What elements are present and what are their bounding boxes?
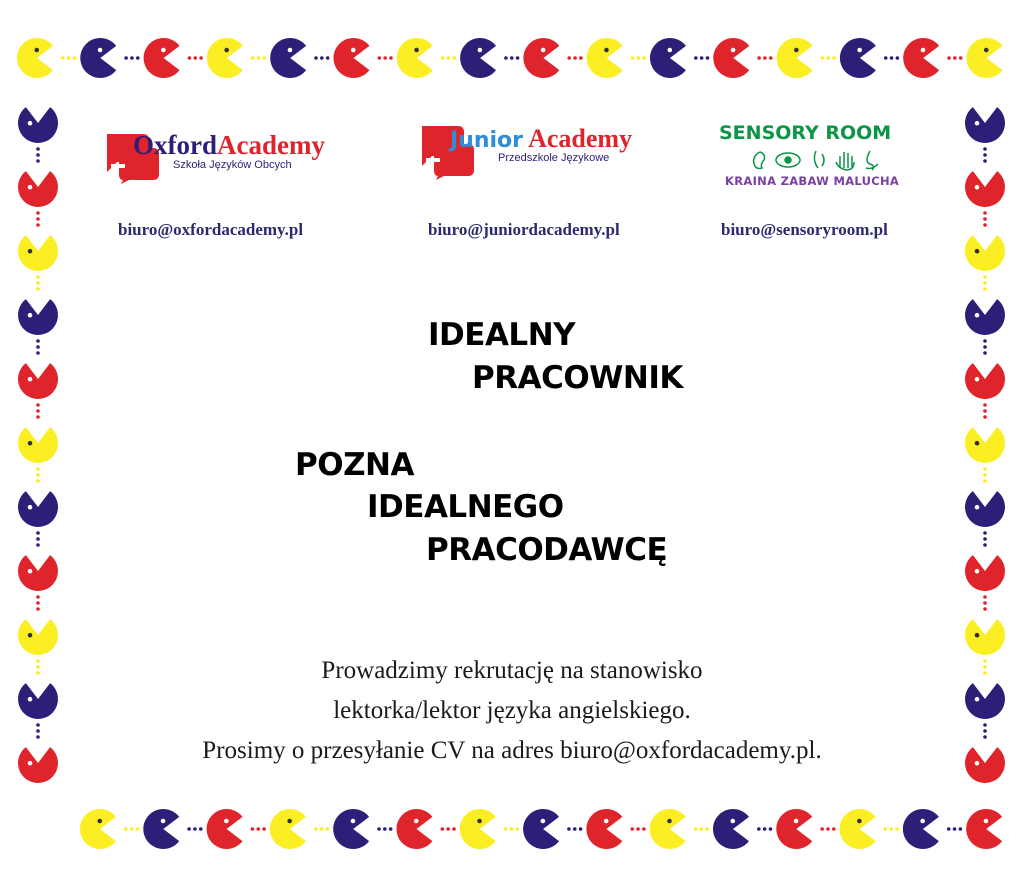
pacman-dot — [763, 827, 767, 831]
body-line-3: Prosimy o przesyłanie CV na adres biuro@oxfordacademy.pl. — [202, 737, 822, 764]
pacman-dot — [637, 56, 641, 60]
pacman-dot — [61, 56, 65, 60]
pacman-eye — [28, 569, 33, 574]
pacman-dot — [983, 211, 987, 215]
pacman-dot — [983, 537, 987, 541]
pacman-eye — [975, 569, 980, 574]
pacman-dot — [441, 56, 445, 60]
pacman-eye — [28, 377, 33, 382]
pacman-dot — [36, 537, 40, 541]
pacman-eye — [975, 505, 980, 510]
pacman-eye — [28, 505, 33, 510]
pacman-dot — [36, 467, 40, 471]
pacman-dot — [700, 827, 704, 831]
pacman-eye — [351, 48, 356, 53]
pacman-dot — [124, 827, 128, 831]
oxford-academy-logo — [103, 128, 353, 184]
pacman-dot — [895, 827, 899, 831]
pacman-dot — [36, 217, 40, 221]
senses-icons — [750, 148, 890, 172]
pacman-icon — [713, 38, 749, 78]
pacman-dot — [36, 287, 40, 291]
pacman-dot — [136, 56, 140, 60]
pacman-dot — [983, 339, 987, 343]
pacman-icon — [80, 809, 116, 849]
pacman-dot — [383, 827, 387, 831]
pacman-dot — [757, 827, 761, 831]
pacman-icon — [18, 619, 58, 655]
pacman-dot — [36, 409, 40, 413]
pacman-dot — [983, 345, 987, 349]
pacman-dot — [694, 827, 698, 831]
pacman-dot — [36, 729, 40, 733]
pacman-eye — [161, 819, 166, 824]
pacman-dot — [130, 56, 134, 60]
pacman-eye — [667, 819, 672, 824]
pacman-dot — [130, 827, 134, 831]
pacman-eye — [604, 819, 609, 824]
pacman-dot — [67, 56, 71, 60]
sensory-room-logo — [716, 120, 916, 190]
pacman-dot — [983, 473, 987, 477]
pacman-dot — [947, 56, 951, 60]
pacman-dot — [36, 473, 40, 477]
pacman-dot — [136, 827, 140, 831]
pacman-dot — [389, 56, 393, 60]
pacman-dot — [983, 409, 987, 413]
pacman-eye — [351, 819, 356, 824]
pacman-icon — [460, 38, 496, 78]
pacman-icon — [18, 363, 58, 399]
pacman-dot — [36, 153, 40, 157]
pacman-eye — [224, 819, 229, 824]
pacman-dot — [188, 56, 192, 60]
pacman-dot — [504, 56, 508, 60]
pacman-dot — [36, 601, 40, 605]
pacman-dot — [763, 56, 767, 60]
pacman-icon — [397, 38, 433, 78]
pacman-dot — [983, 147, 987, 151]
pacman-icon — [965, 171, 1005, 207]
pacman-eye — [857, 819, 862, 824]
pacman-dot — [820, 827, 824, 831]
pacman-dot — [36, 595, 40, 599]
oxford-subtitle: Szkoła Języków Obcych — [173, 159, 292, 171]
pacman-eye — [541, 48, 546, 53]
pacman-dot — [694, 56, 698, 60]
pacman-eye — [920, 819, 925, 824]
pacman-dot — [510, 827, 514, 831]
pacman-icon — [18, 107, 58, 143]
pacman-dot — [636, 827, 640, 831]
pacman-dot — [510, 56, 514, 60]
pacman-dot — [36, 223, 40, 227]
pacman-dot — [504, 827, 508, 831]
pacman-dot — [377, 827, 381, 831]
pacman-dot — [314, 56, 318, 60]
pacman-dot — [567, 827, 571, 831]
headline-pracownik: PRACOWNIK — [472, 360, 683, 396]
pacman-dot — [947, 827, 951, 831]
pacman-dot — [769, 56, 773, 60]
pacman-dot — [193, 827, 197, 831]
pacman-dot — [251, 827, 255, 831]
pacman-dot — [821, 56, 825, 60]
pacman-icon — [713, 809, 749, 849]
pacman-icon — [18, 555, 58, 591]
pacman-dot — [36, 543, 40, 547]
pacman-dot — [953, 56, 957, 60]
pacman-icon — [966, 38, 1002, 78]
pacman-eye — [667, 48, 672, 53]
pacman-eye — [921, 48, 926, 53]
pacman-dot — [983, 223, 987, 227]
pacman-dot — [573, 827, 577, 831]
oxford-word: Oxford — [133, 130, 217, 160]
pacman-icon — [903, 38, 939, 78]
pacman-eye — [975, 441, 980, 446]
pacman-dot — [199, 56, 203, 60]
pacman-icon — [965, 619, 1005, 655]
pacman-eye — [414, 819, 419, 824]
pacman-dot — [642, 827, 646, 831]
pacman-eye — [98, 48, 103, 53]
pacman-icon — [965, 491, 1005, 527]
pacman-icon — [650, 809, 686, 849]
pacman-dot — [447, 56, 451, 60]
pacman-icon — [207, 809, 243, 849]
pacman-dot — [326, 56, 330, 60]
pacman-dot — [446, 827, 450, 831]
pacman-eye — [28, 121, 33, 126]
pacman-eye — [28, 633, 33, 638]
pacman-dot — [983, 415, 987, 419]
pacman-dot — [441, 827, 445, 831]
pacman-dot — [573, 56, 577, 60]
pacman-dot — [631, 56, 635, 60]
sensory-email[interactable]: biuro@sensoryroom.pl — [721, 220, 888, 239]
body-line-2: lektorka/lektor języka angielskiego. — [333, 697, 691, 724]
pacman-dot — [36, 211, 40, 215]
pacman-dot — [630, 827, 634, 831]
pacman-dot — [263, 56, 267, 60]
pacman-eye — [731, 48, 736, 53]
pacman-icon — [840, 38, 876, 78]
pacman-dot — [706, 56, 710, 60]
pacman-eye — [477, 819, 482, 824]
pacman-eye — [161, 48, 166, 53]
pacman-dot — [383, 56, 387, 60]
pacman-dot — [36, 479, 40, 483]
pacman-icon — [270, 38, 306, 78]
pacman-icon — [523, 38, 559, 78]
pacman-eye — [287, 819, 292, 824]
pacman-dot — [579, 56, 583, 60]
pacman-eye — [28, 313, 33, 318]
pacman-dot — [199, 827, 203, 831]
pacman-eye — [730, 819, 735, 824]
pacman-eye — [604, 48, 609, 53]
pacman-icon — [80, 38, 116, 78]
pacman-dot — [832, 56, 836, 60]
pacman-dot — [983, 217, 987, 221]
pacman-dot — [983, 607, 987, 611]
pacman-eye — [28, 249, 33, 254]
pacman-eye — [975, 121, 980, 126]
pacman-icon — [965, 235, 1005, 271]
junior-word: Junior — [450, 128, 524, 153]
pacman-dot — [124, 56, 128, 60]
pacman-dot — [826, 827, 830, 831]
pacman-icon — [18, 427, 58, 463]
pacman-dot — [959, 827, 963, 831]
pacman-dot — [705, 827, 709, 831]
pacman-dot — [516, 56, 520, 60]
pacman-dot — [36, 345, 40, 349]
pacman-icon — [18, 171, 58, 207]
pacman-dot — [320, 56, 324, 60]
pacman-dot — [36, 351, 40, 355]
pacman-icon — [523, 809, 559, 849]
pacman-dot — [983, 601, 987, 605]
pacman-dot — [959, 56, 963, 60]
pacman-eye — [28, 441, 33, 446]
pacman-icon — [586, 809, 622, 849]
junior-academy-logo — [418, 122, 658, 182]
pacman-dot — [769, 827, 773, 831]
headline-idealny: IDEALNY — [428, 317, 576, 353]
pacman-icon — [143, 809, 179, 849]
pacman-icon — [776, 809, 812, 849]
pacman-dot — [262, 827, 266, 831]
pacman-dot — [326, 827, 330, 831]
pacman-dot — [983, 543, 987, 547]
pacman-dot — [320, 827, 324, 831]
pacman-eye — [414, 48, 419, 53]
pacman-dot — [452, 827, 456, 831]
pacman-icon — [965, 427, 1005, 463]
pacman-icon — [270, 809, 306, 849]
pacman-dot — [884, 827, 888, 831]
pacman-dot — [193, 56, 197, 60]
pacman-dot — [896, 56, 900, 60]
pacman-dot — [700, 56, 704, 60]
sensory-subtitle: KRAINA ZABAW MALUCHA — [725, 174, 900, 188]
pacman-dot — [187, 827, 191, 831]
pacman-icon — [965, 107, 1005, 143]
pacman-dot — [757, 56, 761, 60]
pacman-icon — [903, 809, 939, 849]
pacman-icon — [333, 809, 369, 849]
pacman-icon — [965, 555, 1005, 591]
pacman-icon — [966, 809, 1002, 849]
pacman-icon — [18, 235, 58, 271]
pacman-eye — [224, 48, 229, 53]
pacman-dot — [36, 339, 40, 343]
academy-word: Academy — [217, 130, 325, 160]
headline-idealnego: IDEALNEGO — [367, 489, 564, 525]
headline-pozna: POZNA — [295, 447, 414, 483]
pacman-icon — [777, 38, 813, 78]
pacman-dot — [378, 56, 382, 60]
pacman-icon — [587, 38, 623, 78]
pacman-eye — [975, 249, 980, 254]
pacman-eye — [975, 313, 980, 318]
pacman-dot — [36, 275, 40, 279]
pacman-icon — [396, 809, 432, 849]
pacman-dot — [36, 403, 40, 407]
pacman-icon — [18, 299, 58, 335]
pacman-icon — [207, 38, 243, 78]
pacman-icon — [650, 38, 686, 78]
pacman-dot — [983, 403, 987, 407]
junior-email[interactable]: biuro@juniordacademy.pl — [428, 220, 620, 239]
pacman-dot — [567, 56, 571, 60]
oxford-email[interactable]: biuro@oxfordacademy.pl — [118, 220, 304, 239]
pacman-icon — [965, 363, 1005, 399]
pacman-eye — [975, 633, 980, 638]
sensory-title: SENSORY ROOM — [719, 122, 892, 144]
pacman-dot — [890, 56, 894, 60]
pacman-dot — [257, 56, 261, 60]
pacman-dot — [983, 467, 987, 471]
pacman-dot — [579, 827, 583, 831]
pacman-icon — [840, 809, 876, 849]
pacman-dot — [983, 595, 987, 599]
pacman-eye — [975, 185, 980, 190]
pacman-dot — [36, 281, 40, 285]
pacman-eye — [478, 48, 483, 53]
pacman-dot — [889, 827, 893, 831]
pacman-icon — [144, 38, 180, 78]
headline-pracodawce: PRACODAWCĘ — [426, 532, 668, 568]
pacman-dot — [832, 827, 836, 831]
pacman-eye — [28, 185, 33, 190]
pacman-dot — [884, 56, 888, 60]
pacman-eye — [857, 48, 862, 53]
pacman-dot — [256, 827, 260, 831]
academy-word: Academy — [528, 124, 633, 153]
pacman-dot — [983, 531, 987, 535]
pacman-eye — [794, 48, 799, 53]
pacman-dot — [983, 275, 987, 279]
pacman-dot — [36, 415, 40, 419]
pacman-icon — [17, 38, 53, 78]
pacman-eye — [541, 819, 546, 824]
pacman-eye — [288, 48, 293, 53]
pacman-icon — [333, 38, 369, 78]
pacman-eye — [984, 819, 989, 824]
pacman-dot — [826, 56, 830, 60]
pacman-dot — [642, 56, 646, 60]
pacman-icon — [460, 809, 496, 849]
pacman-eye — [794, 819, 799, 824]
pacman-dot — [36, 159, 40, 163]
pacman-eye — [984, 48, 989, 53]
pacman-eye — [975, 377, 980, 382]
pacman-eye — [97, 819, 102, 824]
pacman-dot — [983, 729, 987, 733]
pacman-dot — [983, 351, 987, 355]
pacman-dot — [983, 153, 987, 157]
pacman-dot — [251, 56, 255, 60]
pacman-icon — [965, 299, 1005, 335]
pacman-dot — [953, 827, 957, 831]
pacman-dot — [36, 531, 40, 535]
pacman-dot — [73, 56, 77, 60]
pacman-dot — [983, 159, 987, 163]
junior-subtitle: Przedszkole Językowe — [498, 152, 610, 164]
pacman-eye — [34, 48, 39, 53]
pacman-dot — [314, 827, 318, 831]
pacman-dot — [389, 827, 393, 831]
pacman-icon — [18, 491, 58, 527]
body-line-1: Prowadzimy rekrutację na stanowisko — [321, 657, 703, 684]
pacman-dot — [452, 56, 456, 60]
pacman-dot — [983, 287, 987, 291]
pacman-dot — [983, 479, 987, 483]
pacman-dot — [515, 827, 519, 831]
pacman-dot — [36, 147, 40, 151]
pacman-dot — [36, 607, 40, 611]
pacman-dot — [983, 281, 987, 285]
